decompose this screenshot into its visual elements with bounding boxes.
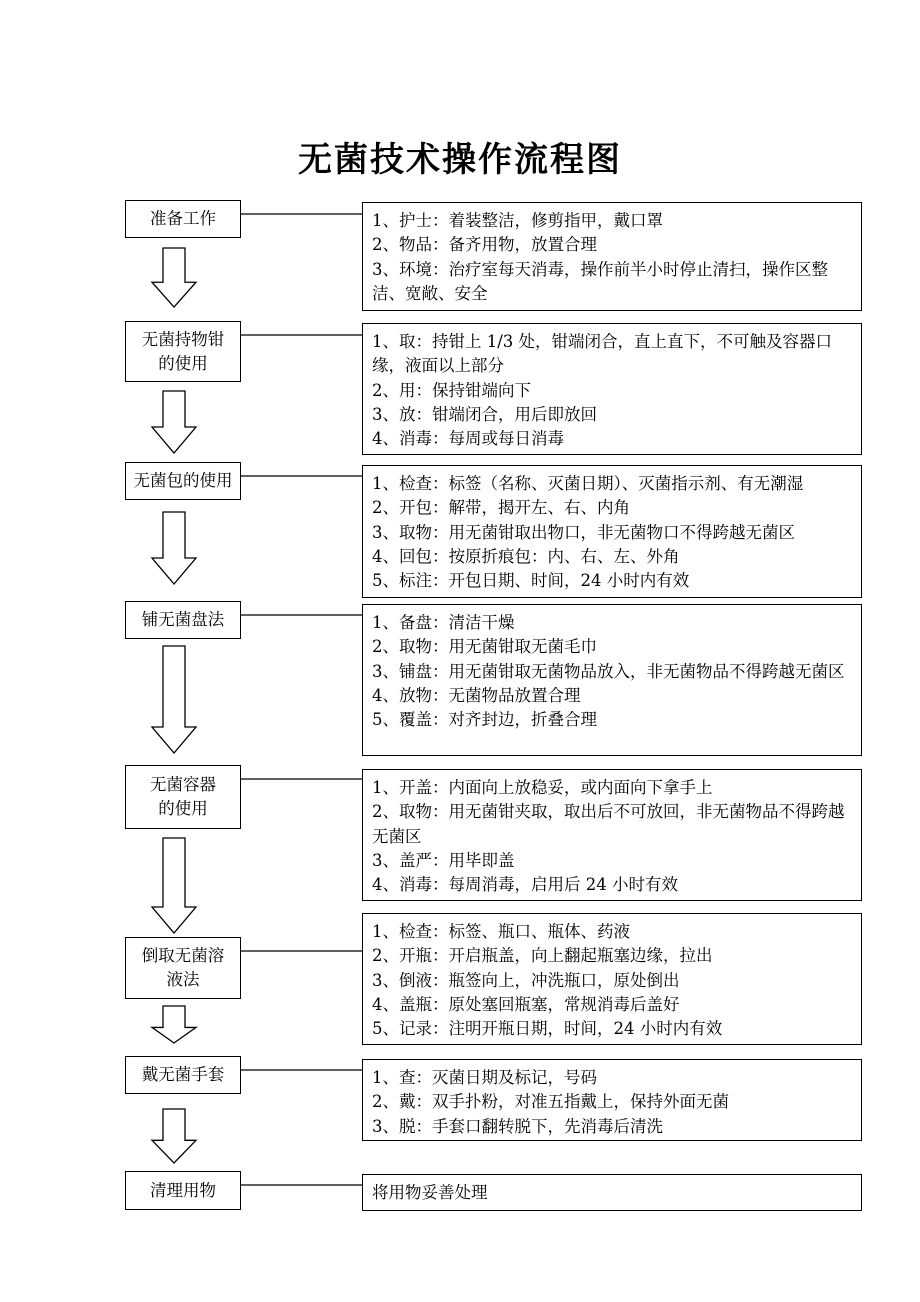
- detail-line: 3、放：钳端闭合，用后即放回: [372, 404, 597, 424]
- detail-line: 5、记录：注明开瓶日期，时间，24 小时内有效: [372, 1019, 723, 1039]
- page-title: 无菌技术操作流程图: [298, 140, 622, 180]
- detail-line: 1、检查：标签（名称、灭菌日期）、灭菌指示剂、有无潮湿: [372, 474, 804, 493]
- detail-box-5: [362, 769, 862, 901]
- step-label: 准备工作: [150, 209, 216, 228]
- detail-box-2: [362, 323, 862, 455]
- detail-line: 将用物妥善处理: [372, 1183, 488, 1202]
- down-arrow-icon: [152, 838, 196, 933]
- detail-line: 3、盖严：用毕即盖: [372, 850, 515, 870]
- detail-line: 2、取物：用无菌钳取无菌毛巾: [372, 637, 597, 657]
- detail-line: 1、取：持钳上 1/3 处，钳端闭合，直上直下，不可触及容器口缘，液面以上部分: [372, 332, 833, 376]
- detail-line: 3、环境：治疗室每天消毒，操作前半小时停止清扫，操作区整洁、宽敞、安全: [372, 259, 828, 303]
- detail-line: 3、铺盘：用无菌钳取无菌物品放入，非无菌物品不得跨越无菌区: [372, 661, 845, 681]
- step-box-3: [125, 462, 241, 500]
- step-label: 无菌持物钳 的使用: [141, 329, 225, 373]
- detail-line: 1、开盖：内面向上放稳妥，或内面向下拿手上: [372, 778, 713, 797]
- step-label: 铺无菌盘法: [141, 610, 225, 629]
- detail-line: 3、倒液：瓶签向上，冲洗瓶口，原处倒出: [372, 970, 680, 990]
- down-arrow-icon: [152, 646, 196, 753]
- detail-box-8: [362, 1174, 862, 1211]
- detail-box-7: [362, 1059, 862, 1141]
- step-box-7: [125, 1056, 241, 1094]
- step-box-6: [125, 937, 241, 999]
- step-box-4: [125, 601, 241, 639]
- step-label: 清理用物: [150, 1180, 216, 1200]
- detail-line: 1、备盘：清洁干燥: [372, 613, 515, 632]
- detail-box-1: [362, 202, 862, 311]
- detail-line: 5、标注：开包日期、时间，24 小时内有效: [372, 571, 690, 591]
- down-arrow-icon: [152, 248, 196, 307]
- detail-line: 3、取物：用无菌钳取出物口，非无菌物口不得跨越无菌区: [372, 522, 795, 542]
- detail-line: 2、戴：双手扑粉，对准五指戴上，保持外面无菌: [372, 1092, 729, 1112]
- down-arrow-icon: [152, 1109, 196, 1163]
- detail-line: 5、覆盖：对齐封边，折叠合理: [372, 710, 597, 730]
- detail-line: 2、用：保持钳端向下: [372, 380, 531, 400]
- step-box-5: [125, 765, 241, 829]
- down-arrow-icon: [152, 1006, 196, 1043]
- detail-line: 2、取物：用无菌钳夹取，取出后不可放回，非无菌物品不得跨越无菌区: [372, 802, 845, 846]
- step-label: 戴无菌手套: [141, 1065, 225, 1084]
- detail-line: 4、消毒：每周消毒，启用后 24 小时有效: [372, 875, 678, 895]
- step-box-2: [125, 321, 241, 382]
- detail-line: 1、护士：着装整洁，修剪指甲，戴口罩: [372, 211, 663, 230]
- detail-box-4: [362, 604, 862, 756]
- detail-line: 4、盖瓶：原处塞回瓶塞，常规消毒后盖好: [372, 994, 680, 1014]
- detail-line: 4、放物：无菌物品放置合理: [372, 685, 581, 705]
- detail-line: 2、物品：备齐用物，放置合理: [372, 235, 597, 255]
- detail-line: 4、消毒：每周或每日消毒: [372, 429, 564, 449]
- step-label: 倒取无菌溶 液法: [141, 946, 225, 989]
- detail-line: 2、开包：解带，揭开左、右、内角: [372, 498, 630, 518]
- down-arrow-icon: [152, 391, 196, 453]
- detail-line: 3、脱：手套口翻转脱下，先消毒后清洗: [372, 1116, 663, 1136]
- detail-box-3: [362, 465, 862, 598]
- detail-line: 1、检查：标签、瓶口、瓶体、药液: [372, 922, 630, 941]
- step-label: 无菌包的使用: [133, 471, 233, 490]
- detail-box-6: [362, 913, 862, 1045]
- down-arrow-icon: [152, 512, 196, 584]
- step-box-8: [125, 1171, 241, 1210]
- detail-line: 2、开瓶：开启瓶盖，向上翻起瓶塞边缘，拉出: [372, 946, 713, 966]
- step-box-1: [125, 200, 241, 238]
- detail-line: 4、回包：按原折痕包：内、右、左、外角: [372, 546, 680, 566]
- step-label: 无菌容器 的使用: [150, 775, 216, 818]
- detail-line: 1、查：灭菌日期及标记，号码: [372, 1068, 597, 1087]
